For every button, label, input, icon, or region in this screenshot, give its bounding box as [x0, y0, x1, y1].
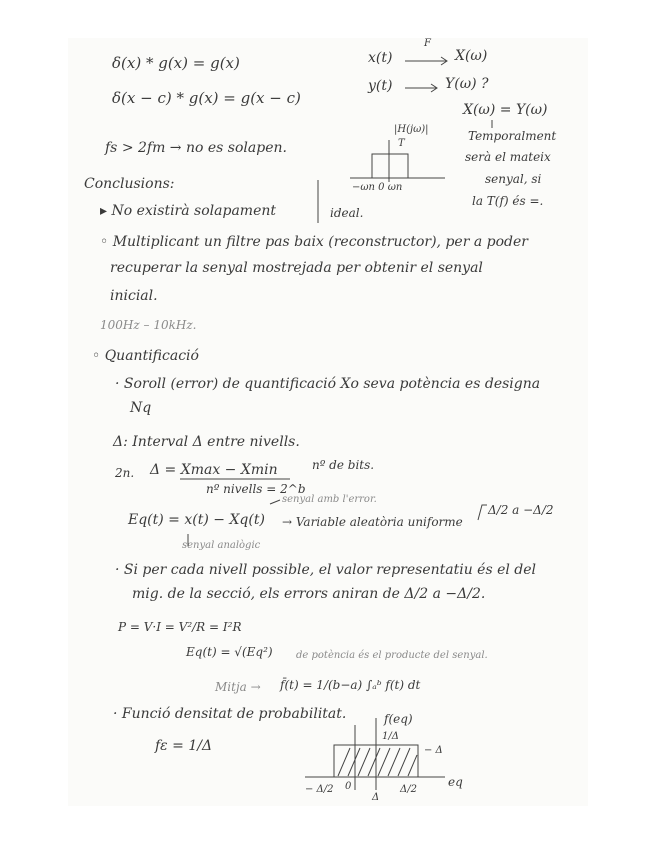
- mean-formula: f̄(t) = 1/(b−a) ∫ₐᵇ f(t) dt: [280, 678, 421, 692]
- plot-zero-label: 0: [345, 781, 352, 792]
- frequency-range: 100Hz – 10kHz.: [100, 318, 197, 332]
- plot-dash-delta: − Δ: [424, 745, 443, 756]
- nyquist-condition: fs > 2fm → no es solapen.: [105, 140, 287, 156]
- soroll-line: · Soroll (error) de quantificació Xo seva potència es designa: [115, 376, 541, 392]
- quantification-heading: ◦ Quantificació: [92, 348, 199, 364]
- filter-axis-label: −ωn 0 ωn: [352, 182, 403, 193]
- fourier-X: X(ω): [455, 48, 488, 64]
- equal-note-2: serà el mateix: [465, 150, 551, 164]
- nq-symbol: Nq: [130, 400, 152, 416]
- filter-T-label: T: [398, 138, 405, 149]
- fourier-Y: Y(ω) ?: [445, 76, 489, 92]
- fe-formula: fε = 1/Δ: [155, 738, 213, 754]
- plot-right-label: Δ/2: [400, 784, 417, 795]
- delta-convolution: δ(x) * g(x) = g(x): [112, 54, 240, 72]
- plot-y-label: f(eq): [384, 712, 413, 726]
- conclusion-bullet-2: ◦ Multiplicant un filtre pas baix (reconstructor), per a poder: [100, 234, 528, 250]
- equal-note-3: senyal, si: [485, 172, 542, 186]
- fourier-y: y(t): [368, 78, 393, 94]
- delta-definition: Δ: Interval Δ entre nivells.: [113, 434, 300, 450]
- assumption-line-2: mig. de la secció, els errors aniran de Δ/2 a −Δ/2.: [132, 586, 486, 602]
- filter-H-label: |H(jω)|: [394, 124, 429, 135]
- variable-range: Δ/2 a −Δ/2: [488, 503, 554, 517]
- delta-shift: δ(x − c) * g(x) = g(x − c): [112, 89, 301, 107]
- uniform-arrow: [478, 505, 487, 520]
- senyal-analogic: senyal analògic: [182, 540, 261, 551]
- plot-tick-label: Δ: [372, 792, 380, 803]
- fourier-arrow-label: F: [424, 38, 431, 49]
- eq-rms: Eq(t) = √(Eq²): [186, 645, 273, 659]
- equal-XY: X(ω) = Y(ω): [463, 102, 548, 118]
- senyal-error-note: senyal amb l'error.: [282, 494, 377, 505]
- assumption-line-1: · Si per cada nivell possible, el valor representatiu és el del: [115, 562, 537, 578]
- conclusion-bullet-2c: inicial.: [110, 288, 158, 304]
- conclusions-heading: Conclusions:: [84, 176, 175, 192]
- density-heading: · Funció densitat de probabilitat.: [113, 706, 347, 722]
- delta-equation: Δ = Xmax − Xmin: [150, 462, 278, 478]
- conclusion-bullet-2b: recuperar la senyal mostrejada per obtenir el senyal: [110, 260, 483, 276]
- power-formula: P = V·I = V²/R = I²R: [118, 620, 242, 634]
- eq-t-equation: Eq(t) = x(t) − Xq(t): [128, 512, 265, 528]
- delta-denominator: nº nivells = 2^b: [206, 482, 306, 496]
- plot-x-label: eq: [448, 775, 463, 789]
- variable-aleatoria: → Variable aleatòria uniforme: [282, 515, 463, 529]
- plot-hatching: [338, 748, 417, 776]
- equal-note-4: la T(f) és =.: [472, 194, 544, 208]
- ideal-label: ideal.: [330, 206, 364, 220]
- conclusion-bullet-1: ▸ No existirà solapament: [100, 203, 276, 219]
- fourier-x: x(t): [368, 50, 393, 66]
- senyal-error-arrow: [270, 500, 280, 504]
- filter-rect: [372, 154, 408, 178]
- equal-note-1: Temporalment: [468, 129, 557, 143]
- plot-left-label: − Δ/2: [305, 784, 334, 795]
- formula-prefix: 2n.: [115, 466, 135, 480]
- plot-one-over-delta: 1/Δ: [382, 731, 399, 742]
- mean-label: Mitja →: [215, 680, 261, 694]
- eq-rms-note: de potència és el producte del senyal.: [296, 650, 488, 661]
- nivells-note: nº de bits.: [312, 458, 375, 472]
